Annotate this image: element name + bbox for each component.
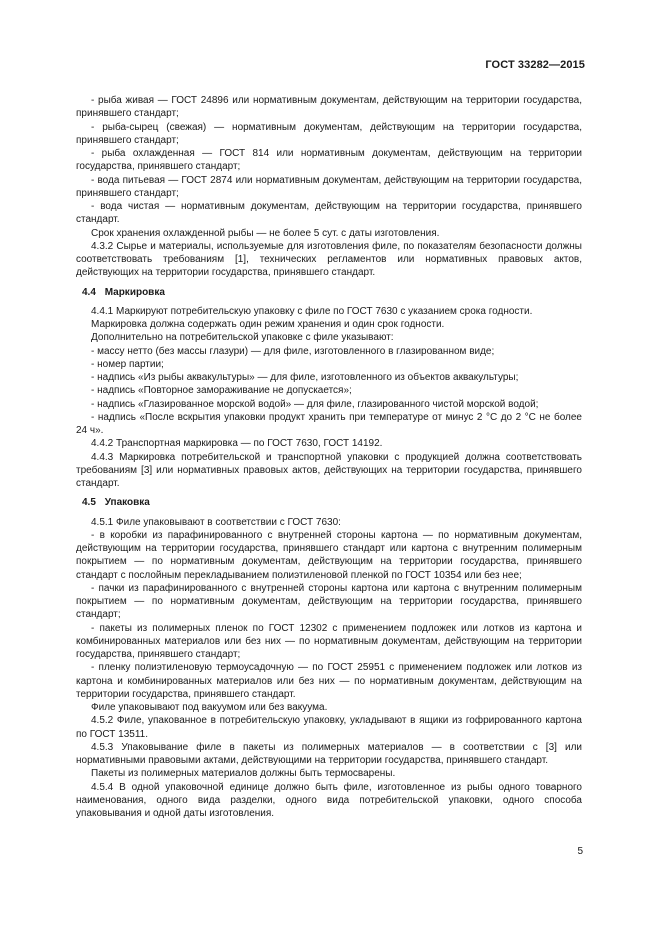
list-item: - надпись «Глазированное морской водой» — для филе, глазированного чистой морской водой;	[91, 398, 539, 410]
list-item: - пакеты из полимерных пленок по ГОСТ 12302 с применением подложек или лотков из картона и комбинированных материалов или без них — по нормативным документам, действующим на территории государства, принявшего стандарт;	[76, 622, 582, 660]
list-item: - рыба охлажденная — ГОСТ 814 или нормативным документам, действующим на территории государства, принявшего стандарт;	[76, 148, 582, 173]
paragraph: 4.4.2 Транспортная маркировка — по ГОСТ 7630, ГОСТ 14192.	[91, 438, 383, 450]
list-item: - рыба живая — ГОСТ 24896 или нормативным документам, действующим на территории государства, принявшего стандарт;	[76, 95, 582, 120]
list-item: - надпись «После вскрытия упаковки продукт хранить при температуре от минус 2 °С до 2 °С не более 24 ч».	[76, 411, 582, 436]
list-item: - надпись «Повторное замораживание не допускается»;	[91, 385, 352, 397]
paragraph: Филе упаковывают под вакуумом или без вакуума.	[91, 702, 328, 713]
section-number: 4.4	[82, 286, 96, 298]
paragraph: Дополнительно на потребительской упаковке с филе указывают:	[91, 332, 394, 344]
list-item: - рыба-сырец (свежая) — нормативным документам, действующим на территории государства, принявшего стандарт;	[76, 121, 582, 146]
list-item: - вода питьевая — ГОСТ 2874 или нормативным документам, действующим на территории государства, принявшего стандарт;	[76, 174, 582, 199]
paragraph-block-1	[76, 94, 582, 280]
page-number: 5	[577, 846, 583, 857]
list-item: - вода чистая — нормативным документам, действующим на территории государства, принявшего стандарт.	[76, 201, 582, 226]
paragraph: 4.5.3 Упаковывание филе в пакеты из полимерных материалов — в соответствии с [3] или нормативными правовыми актами, действующими на территории государства, принявшего стандарт.	[76, 741, 582, 766]
list-item: - пачки из парафинированного с внутренней стороны картона или картона с внутренним полимерным покрытием — по нормативным документам, действующим на территории государства, принявшего стандарт;	[76, 582, 582, 621]
section-title: Упаковка	[104, 497, 150, 509]
paragraph-block-3	[76, 516, 582, 821]
paragraph: Пакеты из полимерных материалов должны быть термосварены.	[91, 768, 396, 780]
paragraph: 4.4.1 Маркируют потребительскую упаковку с филе по ГОСТ 7630 с указанием срока годности.	[91, 305, 533, 317]
list-item: - надпись «Из рыбы аквакультуры» — для филе, изготовленного из объектов аквакультуры;	[91, 372, 519, 383]
paragraph: 4.5.1 Филе упаковывают в соответствии с ГОСТ 7630:	[91, 516, 341, 528]
document-body	[76, 94, 582, 820]
paragraph-block-2	[76, 305, 582, 491]
section-number: 4.5	[82, 497, 96, 509]
section-heading-marking	[76, 286, 582, 299]
section-title: Маркировка	[104, 286, 165, 298]
paragraph: 4.5.4 В одной упаковочной единице должно быть филе, изготовленное из рыбы одного товарного наименования, одного вида разделки, одного вида потребительской упаковки, одного способа упаковывания и одной даты изготовления.	[76, 781, 582, 819]
list-item: - массу нетто (без массы глазури) — для филе, изготовленного в глазированном виде;	[91, 345, 495, 357]
paragraph: Срок хранения охлажденной рыбы — не более 5 сут. с даты изготовления.	[91, 227, 440, 239]
list-item: - пленку полиэтиленовую термоусадочную — по ГОСТ 25951 с применением подложек или лотков из картона и комбинированных материалов или без них — по нормативным документам, действующим на территории государства, принявшего стандарт.	[76, 662, 582, 700]
paragraph: Маркировка должна содержать один режим хранения и один срок годности.	[91, 319, 445, 330]
paragraph: 4.5.2 Филе, упакованное в потребительскую упаковку, укладывают в ящики из гофрированного картона по ГОСТ 13511.	[76, 715, 582, 740]
paragraph: 4.3.2 Сырье и материалы, используемые для изготовления филе, по показателям безопасности должны соответствовать требованиям [1], технических регламентов или нормативных правовых актов, действующих на территории государства, принявшего стандарт.	[76, 240, 582, 279]
list-item: - в коробки из парафинированного с внутренней стороны картона — по нормативным документам, действующим на территории государства, принявшего стандарт или картона с внутренним полимерным покрытием — по нормативным документам, действующим на территории государства, принявшего стандарт с послойным перекладыванием полиэтиленовой пленкой по ГОСТ 10354 или без нее;	[76, 529, 582, 581]
list-item: - номер партии;	[91, 358, 164, 370]
section-heading-packaging	[76, 496, 582, 509]
paragraph: 4.4.3 Маркировка потребительской и транспортной упаковки с продукцией должна соответствовать требованиям [3] или нормативных правовых актов, действующих на территории государства, принявшего стандарт.	[76, 451, 582, 489]
page-header: ГОСТ 33282—2015	[485, 59, 585, 71]
